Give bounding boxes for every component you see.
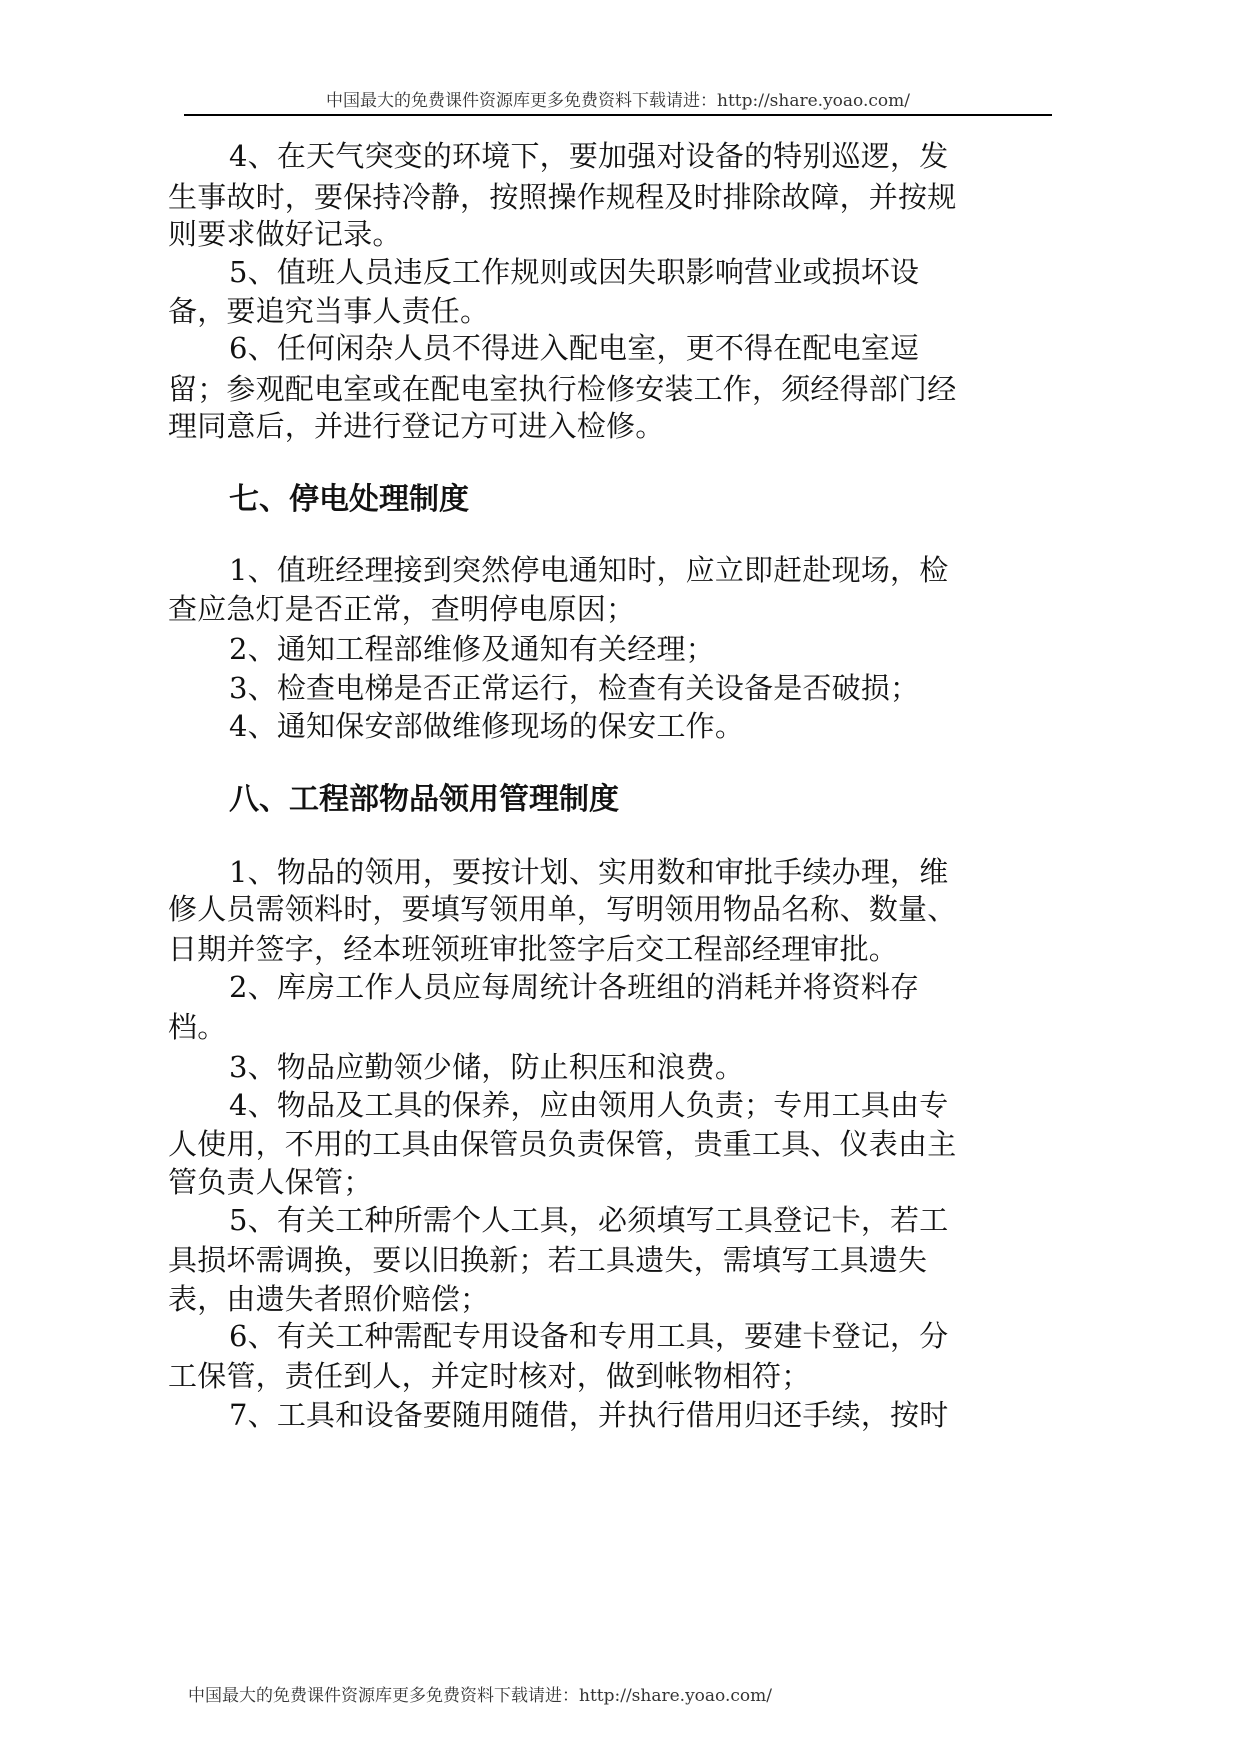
text-line: 6、任何闲杂人员不得进入配电室，更不得在配电室逗 — [229, 331, 920, 365]
text-line: 则要求做好记录。 — [168, 217, 402, 251]
text-line: 2、通知工程部维修及通知有关经理； — [229, 632, 715, 666]
text-line: 1、值班经理接到突然停电通知时，应立即赶赴现场，检 — [229, 553, 949, 587]
text-line: 留；参观配电室或在配电室执行检修安装工作，须经得部门经 — [168, 372, 957, 406]
text-line: 1、物品的领用，要按计划、实用数和审批手续办理，维 — [229, 855, 949, 889]
text-line: 生事故时，要保持冷静，按照操作规程及时排除故障，并按规 — [168, 180, 957, 214]
text-line: 4、在天气突变的环境下，要加强对设备的特别巡逻，发 — [229, 139, 949, 173]
text-line: 日期并签字，经本班领班审批签字后交工程部经理审批。 — [168, 932, 899, 966]
text-line: 人使用，不用的工具由保管员负责保管，贵重工具、仪表由主 — [168, 1127, 957, 1161]
text-line: 3、物品应勤领少储，防止积压和浪费。 — [229, 1050, 745, 1084]
text-line: 4、物品及工具的保养，应由领用人负责；专用工具由专 — [229, 1088, 949, 1122]
text-line: 具损坏需调换，要以旧换新；若工具遗失，需填写工具遗失 — [168, 1243, 928, 1277]
text-line: 备，要追究当事人责任。 — [168, 294, 490, 328]
text-line: 理同意后，并进行登记方可进入检修。 — [168, 409, 665, 443]
text-line: 5、有关工种所需个人工具，必须填写工具登记卡，若工 — [229, 1203, 949, 1237]
text-line: 7、工具和设备要随用随借，并执行借用归还手续，按时 — [229, 1398, 949, 1432]
text-line: 3、检查电梯是否正常运行，检查有关设备是否破损； — [229, 671, 920, 705]
text-line: 5、值班人员违反工作规则或因失职影响营业或损坏设 — [229, 255, 920, 289]
text-line: 档。 — [168, 1010, 227, 1044]
text-line: 管负责人保管； — [168, 1165, 373, 1199]
section-heading-8: 八、工程部物品领用管理制度 — [229, 782, 619, 817]
section-heading-7: 七、停电处理制度 — [229, 482, 469, 517]
text-line: 表，由遗失者照价赔偿； — [168, 1282, 490, 1316]
text-line: 修人员需领料时，要填写领用单，写明领用物品名称、数量、 — [168, 892, 957, 926]
text-line: 4、通知保安部做维修现场的保安工作。 — [229, 709, 745, 743]
text-line: 2、库房工作人员应每周统计各班组的消耗并将资料存 — [229, 970, 920, 1004]
page-footer: 中国最大的免费课件资源库更多免费资料下载请进：http://share.yoao.com/ — [188, 1686, 772, 1706]
page-header: 中国最大的免费课件资源库更多免费资料下载请进：http://share.yoao.com/ — [326, 91, 910, 111]
header-divider — [184, 114, 1052, 116]
text-line: 查应急灯是否正常，查明停电原因； — [168, 592, 636, 626]
text-line: 工保管，责任到人，并定时核对，做到帐物相符； — [168, 1359, 811, 1393]
text-line: 6、有关工种需配专用设备和专用工具，要建卡登记，分 — [229, 1319, 949, 1353]
